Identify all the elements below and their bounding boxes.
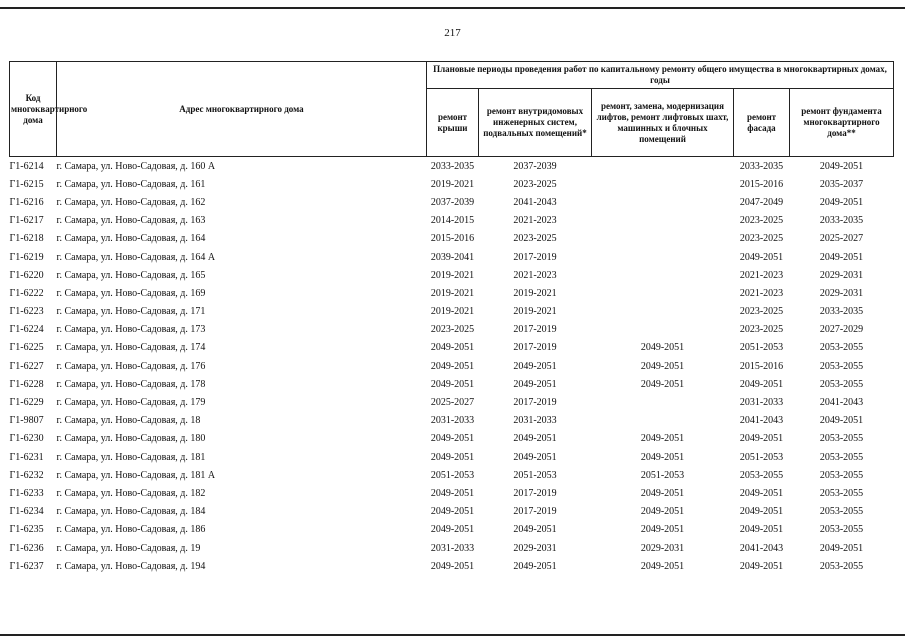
cell-engineering: 2051-2053 — [513, 469, 557, 481]
cell-foundation: 2029-2031 — [819, 287, 864, 299]
table-row — [10, 484, 894, 502]
cell-foundation: 2053-2055 — [819, 506, 864, 518]
cell-engineering: 2017-2019 — [513, 397, 557, 409]
cell-code: Г1-6219 — [9, 251, 44, 263]
cell-elevators — [592, 212, 734, 230]
cell-roof: 2019-2021 — [430, 269, 475, 281]
cell-foundation: 2049-2051 — [819, 196, 864, 208]
cell-foundation: 2033-2035 — [819, 306, 864, 318]
cell-address: г. Самара, ул. Ново-Садовая, д. 19 — [56, 542, 201, 554]
cell-address: г. Самара, ул. Ново-Садовая, д. 160 А — [56, 160, 216, 172]
cell-foundation: 2029-2031 — [819, 269, 864, 281]
cell-foundation: 2041-2043 — [819, 397, 864, 409]
cell-facade: 2023-2025 — [739, 324, 784, 336]
cell-code: Г1-6222 — [9, 287, 44, 299]
cell-facade: 2023-2025 — [739, 306, 784, 318]
cell-address: г. Самара, ул. Ново-Садовая, д. 171 — [56, 306, 206, 318]
table-row — [10, 230, 894, 248]
cell-roof: 2039-2041 — [430, 251, 475, 263]
cell-foundation: 2025-2027 — [819, 233, 864, 245]
cell-code: Г1-9807 — [9, 415, 44, 427]
cell-engineering: 2023-2025 — [513, 178, 557, 190]
cell-code: Г1-6224 — [9, 324, 44, 336]
cell-facade: 2051-2053 — [739, 451, 784, 463]
cell-facade: 2049-2051 — [739, 251, 784, 263]
cell-code: Г1-6236 — [9, 542, 44, 554]
table-row — [10, 339, 894, 357]
header-planned-periods: Плановые периоды проведения работ по капитальному ремонту общего имущества в многоквартирных домах, годы — [427, 62, 894, 89]
cell-code: Г1-6231 — [9, 451, 44, 463]
table-row — [10, 375, 894, 393]
cell-facade: 2041-2043 — [739, 542, 784, 554]
cell-code: Г1-6223 — [9, 306, 44, 318]
cell-address: г. Самара, ул. Ново-Садовая, д. 181 — [56, 451, 206, 463]
cell-foundation: 2049-2051 — [819, 160, 864, 172]
cell-address: г. Самара, ул. Ново-Садовая, д. 181 А — [56, 469, 216, 481]
cell-address: г. Самара, ул. Ново-Садовая, д. 165 — [56, 269, 206, 281]
cell-foundation: 2053-2055 — [819, 469, 864, 481]
cell-roof: 2025-2027 — [430, 397, 475, 409]
table-row — [10, 248, 894, 266]
table-row — [10, 284, 894, 302]
cell-elevators: 2049-2051 — [640, 451, 685, 463]
cell-address: г. Самара, ул. Ново-Садовая, д. 163 — [56, 215, 206, 227]
cell-elevators — [592, 248, 734, 266]
cell-elevators — [592, 157, 734, 176]
header-engineering: ремонт внутридомовых инженерных систем, подвальных помещений* — [479, 89, 592, 157]
cell-elevators: 2049-2051 — [640, 506, 685, 518]
header-facade: ремонт фасада — [734, 89, 790, 157]
cell-facade: 2049-2051 — [739, 487, 784, 499]
cell-elevators: 2049-2051 — [640, 560, 685, 572]
cell-facade: 2021-2023 — [739, 269, 784, 281]
cell-elevators — [592, 284, 734, 302]
cell-elevators: 2049-2051 — [640, 360, 685, 372]
cell-foundation: 2053-2055 — [819, 433, 864, 445]
cell-roof: 2031-2033 — [430, 542, 475, 554]
cell-elevators: 2051-2053 — [640, 469, 685, 481]
cell-engineering: 2049-2051 — [513, 433, 557, 445]
header-elevators: ремонт, замена, модернизация лифтов, ремонт лифтовых шахт, машинных и блочных помещений — [592, 89, 734, 157]
cell-roof: 2049-2051 — [430, 342, 475, 354]
cell-foundation: 2053-2055 — [819, 342, 864, 354]
cell-engineering: 2019-2021 — [513, 287, 557, 299]
cell-foundation: 2049-2051 — [819, 415, 864, 427]
cell-engineering: 2049-2051 — [513, 378, 557, 390]
table-row — [10, 303, 894, 321]
header-code: Код многоквартирного дома — [10, 62, 57, 157]
cell-facade: 2023-2025 — [739, 233, 784, 245]
cell-roof: 2023-2025 — [430, 324, 475, 336]
table-row — [10, 393, 894, 411]
cell-code: Г1-6233 — [9, 487, 44, 499]
cell-engineering: 2049-2051 — [513, 524, 557, 536]
cell-facade: 2021-2023 — [739, 287, 784, 299]
cell-code: Г1-6214 — [9, 160, 44, 172]
page-number: 217 — [444, 27, 461, 39]
cell-engineering: 2017-2019 — [513, 342, 557, 354]
cell-engineering: 2017-2019 — [513, 506, 557, 518]
cell-address: г. Самара, ул. Ново-Садовая, д. 162 — [56, 196, 206, 208]
table-row — [10, 212, 894, 230]
cell-roof: 2049-2051 — [430, 487, 475, 499]
cell-facade: 2051-2053 — [739, 342, 784, 354]
cell-elevators: 2029-2031 — [640, 542, 685, 554]
cell-elevators — [592, 193, 734, 211]
cell-foundation: 2035-2037 — [819, 178, 864, 190]
cell-facade: 2031-2033 — [739, 397, 784, 409]
cell-foundation: 2053-2055 — [819, 560, 864, 572]
cell-address: г. Самара, ул. Ново-Садовая, д. 169 — [56, 287, 206, 299]
cell-elevators: 2049-2051 — [640, 524, 685, 536]
cell-engineering: 2049-2051 — [513, 360, 557, 372]
cell-engineering: 2019-2021 — [513, 306, 557, 318]
cell-roof: 2049-2051 — [430, 378, 475, 390]
cell-foundation: 2053-2055 — [819, 451, 864, 463]
cell-engineering: 2023-2025 — [513, 233, 557, 245]
cell-roof: 2049-2051 — [430, 360, 475, 372]
cell-foundation: 2049-2051 — [819, 542, 864, 554]
cell-elevators — [592, 230, 734, 248]
table-row — [10, 448, 894, 466]
cell-code: Г1-6229 — [9, 397, 44, 409]
cell-code: Г1-6232 — [9, 469, 44, 481]
header-roof: ремонт крыши — [427, 89, 479, 157]
cell-code: Г1-6234 — [9, 506, 44, 518]
table-body — [10, 157, 894, 576]
cell-roof: 2049-2051 — [430, 433, 475, 445]
table-row — [10, 539, 894, 557]
table-row — [10, 266, 894, 284]
table-row — [10, 412, 894, 430]
cell-elevators — [592, 266, 734, 284]
cell-roof: 2019-2021 — [430, 306, 475, 318]
cell-address: г. Самара, ул. Ново-Садовая, д. 186 — [56, 524, 206, 536]
cell-engineering: 2017-2019 — [513, 487, 557, 499]
cell-facade: 2015-2016 — [739, 178, 784, 190]
cell-engineering: 2031-2033 — [513, 415, 557, 427]
cell-roof: 2037-2039 — [430, 196, 475, 208]
table-row — [10, 521, 894, 539]
cell-code: Г1-6218 — [9, 233, 44, 245]
table-row — [10, 430, 894, 448]
cell-elevators: 2049-2051 — [640, 433, 685, 445]
header-address: Адрес многоквартирного дома — [57, 62, 427, 157]
cell-code: Г1-6215 — [9, 178, 44, 190]
table-row — [10, 357, 894, 375]
cell-code: Г1-6216 — [9, 196, 44, 208]
cell-foundation: 2053-2055 — [819, 378, 864, 390]
cell-address: г. Самара, ул. Ново-Садовая, д. 174 — [56, 342, 206, 354]
cell-roof: 2033-2035 — [430, 160, 475, 172]
cell-facade: 2049-2051 — [739, 378, 784, 390]
cell-address: г. Самара, ул. Ново-Садовая, д. 178 — [56, 378, 206, 390]
cell-code: Г1-6217 — [9, 215, 44, 227]
cell-facade: 2023-2025 — [739, 215, 784, 227]
cell-foundation: 2033-2035 — [819, 215, 864, 227]
cell-engineering: 2021-2023 — [513, 215, 557, 227]
cell-engineering: 2017-2019 — [513, 251, 557, 263]
table-row — [10, 175, 894, 193]
cell-engineering: 2017-2019 — [513, 324, 557, 336]
cell-roof: 2049-2051 — [430, 451, 475, 463]
cell-address: г. Самара, ул. Ново-Садовая, д. 194 — [56, 560, 206, 572]
cell-facade: 2049-2051 — [739, 433, 784, 445]
top-rule — [0, 7, 905, 9]
cell-roof: 2031-2033 — [430, 415, 475, 427]
cell-roof: 2019-2021 — [430, 287, 475, 299]
cell-address: г. Самара, ул. Ново-Садовая, д. 161 — [56, 178, 206, 190]
cell-foundation: 2053-2055 — [819, 487, 864, 499]
table-row — [10, 193, 894, 211]
cell-roof: 2049-2051 — [430, 506, 475, 518]
cell-facade: 2033-2035 — [739, 160, 784, 172]
cell-code: Г1-6227 — [9, 360, 44, 372]
cell-foundation: 2053-2055 — [819, 360, 864, 372]
cell-facade: 2015-2016 — [739, 360, 784, 372]
cell-address: г. Самара, ул. Ново-Садовая, д. 182 — [56, 487, 206, 499]
header-foundation: ремонт фундамента многоквартирного дома** — [790, 89, 894, 157]
cell-engineering: 2021-2023 — [513, 269, 557, 281]
cell-facade: 2041-2043 — [739, 415, 784, 427]
cell-elevators — [592, 412, 734, 430]
table-header — [10, 62, 894, 157]
cell-elevators — [592, 303, 734, 321]
cell-engineering: 2049-2051 — [513, 560, 557, 572]
cell-engineering: 2037-2039 — [513, 160, 557, 172]
cell-foundation: 2027-2029 — [819, 324, 864, 336]
cell-facade: 2047-2049 — [739, 196, 784, 208]
cell-address: г. Самара, ул. Ново-Садовая, д. 184 — [56, 506, 206, 518]
cell-elevators — [592, 321, 734, 339]
cell-engineering: 2041-2043 — [513, 196, 557, 208]
cell-code: Г1-6225 — [9, 342, 44, 354]
cell-roof: 2049-2051 — [430, 560, 475, 572]
cell-address: г. Самара, ул. Ново-Садовая, д. 164 — [56, 233, 206, 245]
cell-facade: 2049-2051 — [739, 560, 784, 572]
cell-code: Г1-6230 — [9, 433, 44, 445]
cell-address: г. Самара, ул. Ново-Садовая, д. 164 А — [56, 251, 216, 263]
cell-address: г. Самара, ул. Ново-Садовая, д. 173 — [56, 324, 206, 336]
cell-elevators: 2049-2051 — [640, 487, 685, 499]
table-row — [10, 557, 894, 575]
cell-elevators: 2049-2051 — [640, 342, 685, 354]
cell-foundation: 2053-2055 — [819, 524, 864, 536]
repair-schedule-table — [9, 61, 894, 575]
cell-foundation: 2049-2051 — [819, 251, 864, 263]
cell-roof: 2015-2016 — [430, 233, 475, 245]
cell-roof: 2019-2021 — [430, 178, 475, 190]
cell-facade: 2049-2051 — [739, 524, 784, 536]
cell-facade: 2049-2051 — [739, 506, 784, 518]
table-row — [10, 466, 894, 484]
table-row — [10, 321, 894, 339]
cell-address: г. Самара, ул. Ново-Садовая, д. 18 — [56, 415, 201, 427]
cell-elevators — [592, 393, 734, 411]
bottom-rule — [0, 634, 905, 636]
cell-address: г. Самара, ул. Ново-Садовая, д. 180 — [56, 433, 206, 445]
cell-facade: 2053-2055 — [739, 469, 784, 481]
cell-elevators — [592, 175, 734, 193]
cell-address: г. Самара, ул. Ново-Садовая, д. 176 — [56, 360, 206, 372]
table-row — [10, 157, 894, 176]
table-row — [10, 503, 894, 521]
cell-address: г. Самара, ул. Ново-Садовая, д. 179 — [56, 397, 206, 409]
cell-code: Г1-6235 — [9, 524, 44, 536]
cell-code: Г1-6220 — [9, 269, 44, 281]
cell-elevators: 2049-2051 — [640, 378, 685, 390]
cell-roof: 2049-2051 — [430, 524, 475, 536]
cell-engineering: 2049-2051 — [513, 451, 557, 463]
cell-code: Г1-6237 — [9, 560, 44, 572]
cell-roof: 2014-2015 — [430, 215, 475, 227]
cell-roof: 2051-2053 — [430, 469, 475, 481]
cell-code: Г1-6228 — [9, 378, 44, 390]
cell-engineering: 2029-2031 — [513, 542, 557, 554]
